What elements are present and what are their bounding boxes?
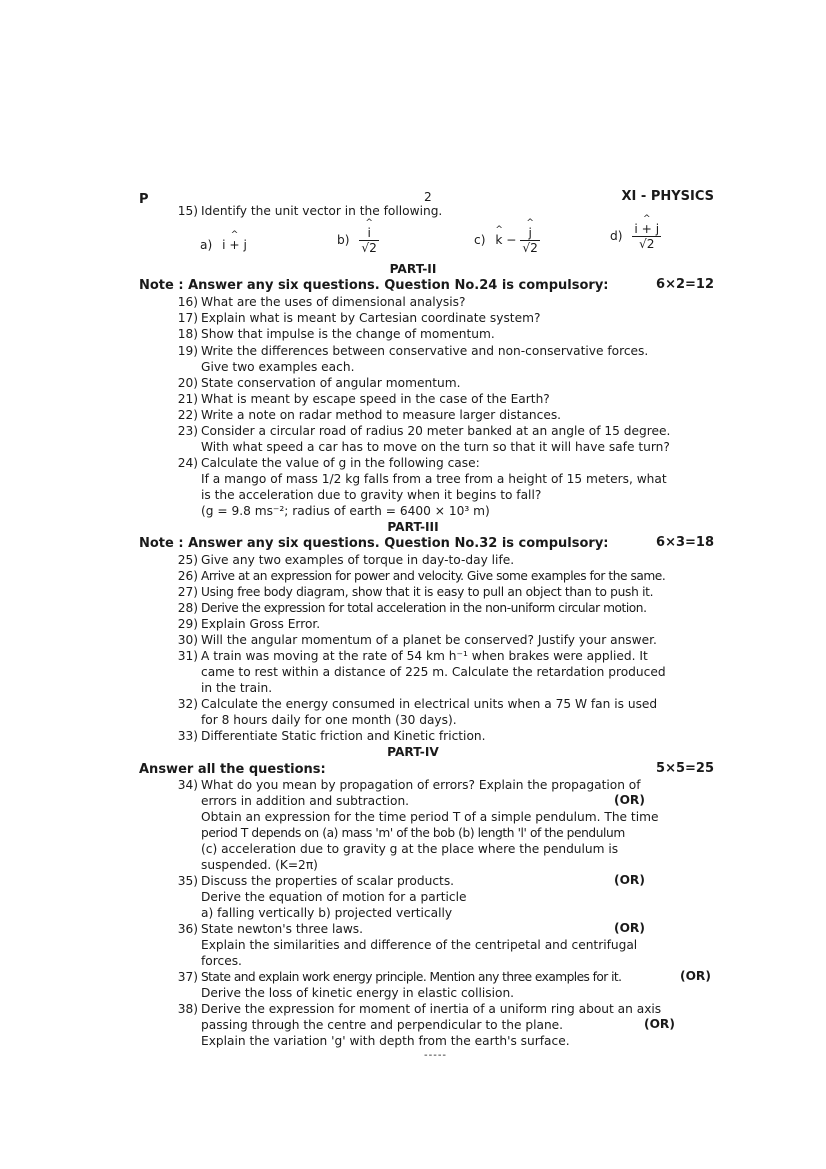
subject-title: XI - PHYSICS	[621, 189, 714, 204]
option-c: c) ^ k − ^ $\frac{j}{√2}$	[474, 226, 540, 255]
or-label-34: (OR)	[614, 793, 645, 807]
part-3-note: Note : Answer any six questions. Question No.32 is compulsory:	[139, 536, 609, 551]
question-38-line-3: Explain the variation 'g' with depth from the earth's surface.	[201, 1034, 570, 1048]
question-34-line-4: period T depends on (a) mass 'm' of the bob (b) length 'l' of the pendulum	[201, 826, 625, 840]
part-4-title: PART-IV	[387, 745, 439, 759]
question-34-line-3: Obtain an expression for the time period T of a simple pendulum. The time	[201, 810, 659, 824]
part-3-title: PART-III	[387, 520, 439, 534]
exam-page: P 2 XI - PHYSICS 15) Identify the unit vector in the following. a) ^ i + j b) ^ $\frac{i}{√2}$ c) ^ k − ^ $\frac{j}{√2}$ d) ^ $\frac{i + j}{√2}$ PART-II Note : Answer any six questions. Question No.24 is compulsory: 6×2=12 16) What are the uses of dimensional analysis? 17) Explain what is meant by Cartesian coordinate system? 18) Show that impulse is the change of momentum. 19) Write the differences between conservative and non-conservative forces. Give two examples each. 20) State conservation of angular momentum. 21) What is meant by escape speed in the case of the Earth? 22) Write a note on radar method to measure larger distances. 23) Consider a circular road of radius 20 meter banked at an angle of 15 degree. With what speed a car has to move on the turn so that it will have safe turn? 24) Calculate the value of g in the following case: If a mango of mass 1/2 kg falls from a tree from a height of 15 meters, what is the acceleration due to gravity when it begins to fall? (g = 9.8 ms⁻²; radius of earth = 6400 × 10³ m) PART-III Note : Answer any six questions. Question No.32 is compulsory: 6×3=18 25) Give any two examples of torque in day-to-day life. 26) Arrive at an expression for power and velocity. Give some examples for the same. 27) Using free body diagram, show that it is easy to pull an object than to push it. 28) Derive the expression for total acceleration in the non-uniform circular motion. 29) Explain Gross Error. 30) Will the angular momentum of a planet be conserved? Justify your answer. 31) A train was moving at the rate of 54 km h⁻¹ when brakes were applied. It came to rest within a distance of 225 m. Calculate the retardation produced in the train. 32) Calculate the energy consumed in electrical units when a 75 W fan is used for 8 hours daily for one month (30 days). 33) Differentiate Static friction and Kinetic friction. PART-IV Answer all the questions: 5×5=25 34) What do you mean by propagation of errors? Explain the propagation of errors in addition and subtraction. (OR) Obtain an expression for the time period T of a simple pendulum. The time period T depends on (a) mass 'm' of the bob (b) length 'l' of the pendulum (c) acceleration due to gravity g at the place where the pendulum is suspended. (K=2π) 35) Discuss the properties of scalar products. (OR) Derive the equation of motion for a particle a) falling vertically b) projected vertically 36) State newton's three laws. (OR) Explain the similarities and difference of the centripetal and centrifugal forces. 37) State and explain work energy principle. Mention any three examples for it. (OR) Derive the loss of kinetic energy in elastic collision. 38) Derive the expression for moment of inertia of a uniform ring about an axis passing through the centre and perpendicular to the plane. (OR) Explain the variation 'g' with depth from the earth's surface. -----	[0, 0, 826, 1169]
question-36-line-3: forces.	[201, 954, 242, 968]
question-text: Identify the unit vector in the following.	[201, 204, 443, 218]
or-label-35: (OR)	[614, 873, 645, 887]
or-label-37: (OR)	[680, 969, 711, 983]
series-letter: P	[139, 192, 149, 207]
question-24-line-4: (g = 9.8 ms⁻²; radius of earth = 6400 × 10³ m)	[201, 504, 490, 518]
or-label-36: (OR)	[614, 921, 645, 935]
question-31-line-3: in the train.	[201, 681, 273, 695]
part-4-note: Answer all the questions:	[139, 762, 326, 777]
part-2-marks: 6×2=12	[656, 277, 714, 292]
or-label-38: (OR)	[644, 1017, 675, 1031]
question-34-line-2: errors in addition and subtraction.	[201, 794, 410, 808]
question-23-line-2: With what speed a car has to move on the turn so that it will have safe turn?	[201, 440, 670, 454]
question-35-line-3: a) falling vertically b) projected vertically	[201, 906, 453, 920]
part-2-title: PART-II	[389, 262, 437, 276]
question-35-line-2: Derive the equation of motion for a particle	[201, 890, 467, 904]
question-number: 15)	[177, 204, 198, 218]
question-37-line-2: Derive the loss of kinetic energy in elastic collision.	[201, 986, 515, 1000]
part-3-marks: 6×3=18	[656, 535, 714, 550]
question-38-line-2: passing through the centre and perpendicular to the plane.	[201, 1018, 564, 1032]
question-34-line-6: suspended. (K=2π)	[201, 858, 318, 872]
option-b: b) ^ $\frac{i}{√2}$	[337, 226, 379, 255]
question-31-line-2: came to rest within a distance of 225 m. Calculate the retardation produced	[201, 665, 666, 679]
option-c-fraction: ^ $\frac{j}{√2}$	[520, 226, 540, 255]
question-19-line-2: Give two examples each.	[201, 360, 355, 374]
part-4-marks: 5×5=25	[656, 761, 714, 776]
page-number: 2	[424, 190, 432, 204]
question-36-line-2: Explain the similarities and difference of the centripetal and centrifugal	[201, 938, 638, 952]
option-d: d) ^ $\frac{i + j}{√2}$	[610, 222, 661, 251]
option-a: a) ^ i + j	[200, 238, 247, 252]
question-24-line-2: If a mango of mass 1/2 kg falls from a tree from a height of 15 meters, what	[201, 472, 667, 486]
question-32-line-2: for 8 hours daily for one month (30 days).	[201, 713, 457, 727]
part-2-note: Note : Answer any six questions. Question No.24 is compulsory:	[139, 278, 609, 293]
option-b-fraction: ^ $\frac{i}{√2}$	[359, 226, 379, 255]
option-d-fraction: ^ $\frac{i + j}{√2}$	[632, 222, 661, 251]
end-mark: -----	[424, 1050, 448, 1061]
option-a-expression: ^ i + j	[222, 238, 247, 252]
question-24-line-3: is the acceleration due to gravity when it begins to fall?	[201, 488, 542, 502]
question-34-line-5: (c) acceleration due to gravity g at the place where the pendulum is	[201, 842, 619, 856]
